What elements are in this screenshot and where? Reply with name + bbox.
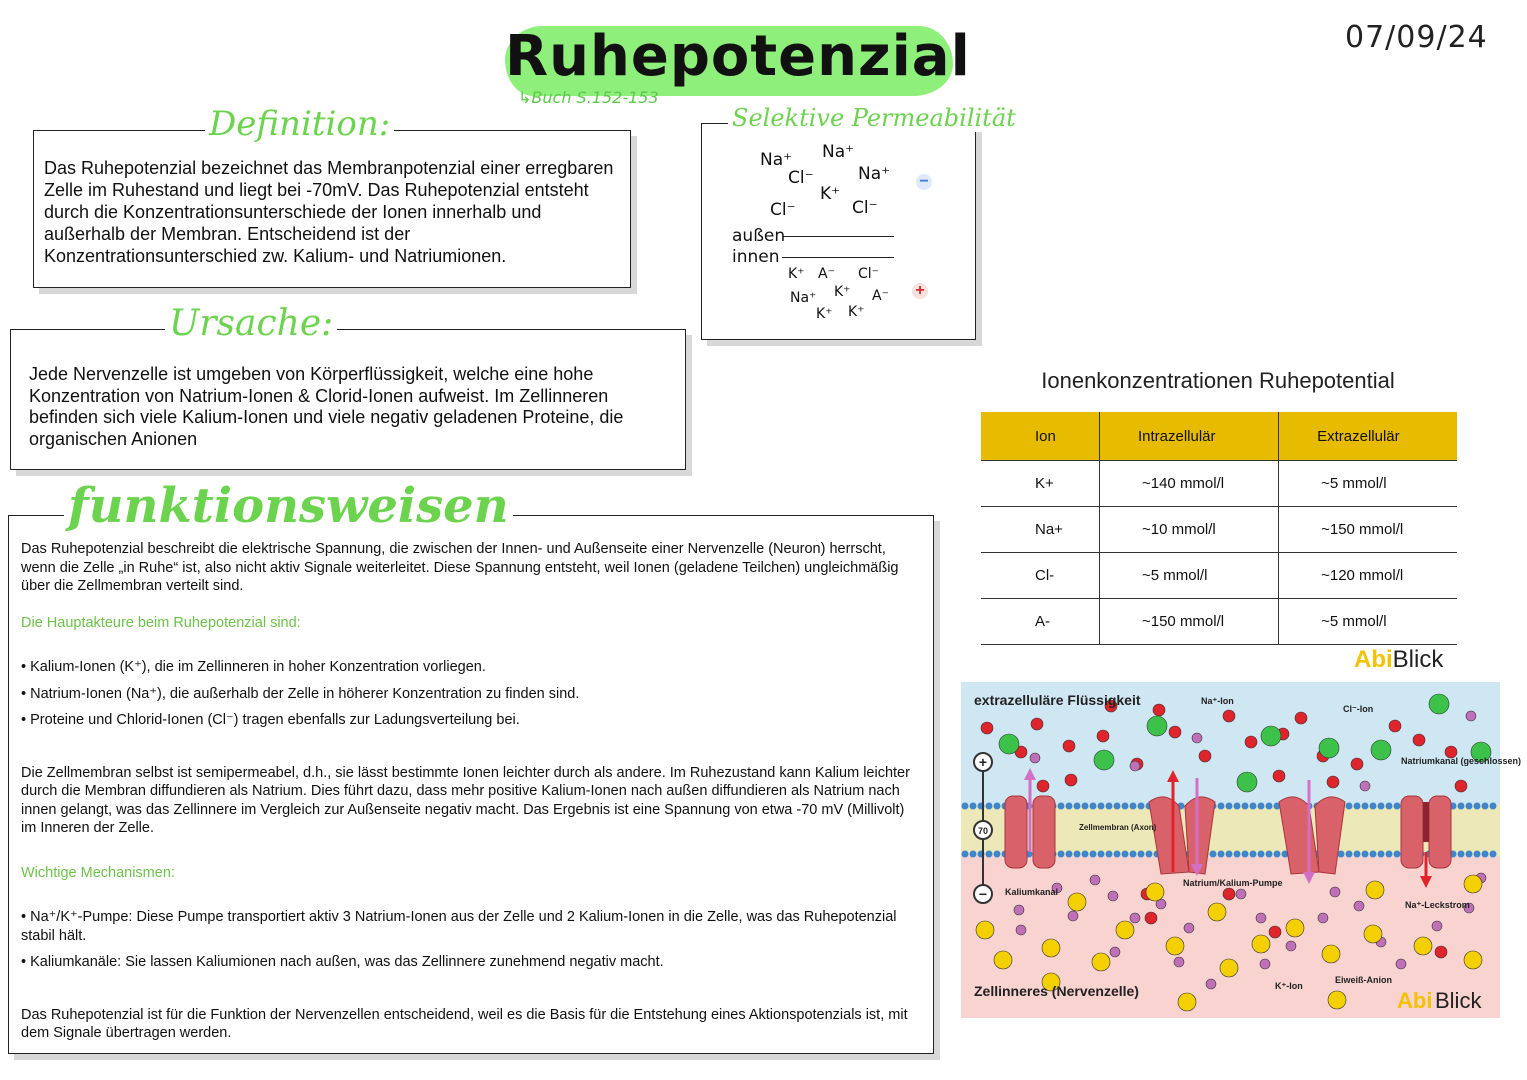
phospholipid-head — [970, 851, 977, 858]
phospholipid-head — [1266, 851, 1273, 858]
definition-box — [33, 130, 631, 288]
phospholipid-head — [1066, 803, 1073, 810]
protein-anion — [1364, 925, 1382, 943]
diagram-abiblick-logo — [1397, 988, 1482, 1013]
protein-anion — [1092, 953, 1110, 971]
extracellular-label: extrazelluläre Flüssigkeit — [974, 692, 1141, 708]
protein-anion — [1252, 935, 1270, 953]
phospholipid-head — [1226, 851, 1233, 858]
phospholipid-head — [1346, 803, 1353, 810]
table-cell: ~120 mmol/l — [1279, 553, 1457, 599]
phospholipid-head — [1066, 851, 1073, 858]
protein-anion — [1328, 991, 1346, 1009]
phospholipid-head — [1394, 803, 1401, 810]
potassium-channel-label: Kaliumkanal — [1005, 887, 1059, 897]
ion-label: Na⁺ — [790, 290, 817, 306]
protein-anion-label: Eiweiß-Anion — [1335, 975, 1392, 985]
pump-label: Natrium/Kalium-Pumpe — [1183, 878, 1283, 888]
ursache-box — [10, 329, 686, 470]
conclusion-text: Das Ruhepotenzial ist für die Funktion der Nervenzellen entscheidend, weil es die Basis für die Entstehung eines Aktionspotenzials ist, mit dem Signale übertragen werden. — [21, 1006, 908, 1041]
ion-label: K⁺ — [788, 266, 805, 282]
table-header-row — [981, 412, 1457, 461]
actor-item: • Kalium-Ionen (K⁺), die im Zellinneren in hoher Konzentration vorliegen. — [21, 659, 486, 675]
protein-anion — [976, 921, 994, 939]
sodium-ion — [1245, 736, 1257, 748]
phospholipid-head — [1114, 803, 1121, 810]
sodium-ion — [1295, 712, 1307, 724]
phospholipid-head — [962, 851, 969, 858]
plus-icon: + — [978, 754, 988, 770]
funktionsweisen-body — [21, 540, 921, 1043]
phospholipid-head — [1458, 803, 1465, 810]
ion-label: K⁺ — [834, 284, 851, 300]
table-cell: ~150 mmol/l — [1099, 599, 1278, 645]
table-cell: A- — [981, 599, 1099, 645]
voltage-value: 70 — [977, 826, 989, 836]
potassium-ion — [1108, 891, 1118, 901]
outside-label: außen — [732, 226, 786, 246]
na-ion-label: Na⁺-Ion — [1201, 696, 1234, 706]
membrane-text: Die Zellmembran selbst ist semipermeabel, d.h., sie lässt bestimmte Ionen leichter durch als andere. Im Ruhezustand kann Kalium leichter durch die Membran diffundieren als Natrium. Dies führt dazu, dass mehr positive Kalium-Ionen nach außen diffundieren als Natrium nach innen gelangt, was das Zellinnere im Vergleich zur Außenseite negativ macht. Das Ergebnis ist eine Spannung von etwa -70 mV (Millivolt) im Inneren der Zelle. — [21, 764, 910, 836]
table-cell: K+ — [981, 461, 1099, 507]
sodium-ion — [1389, 720, 1401, 732]
phospholipid-head — [1354, 803, 1361, 810]
table-cell: ~5 mmol/l — [1279, 461, 1457, 507]
phospholipid-head — [1106, 851, 1113, 858]
protein-anion — [1146, 883, 1164, 901]
phospholipid-head — [1130, 803, 1137, 810]
ion-label: Cl⁻ — [852, 198, 878, 218]
potassium-ion — [1256, 913, 1266, 923]
mechanisms-heading: Wichtige Mechanismen: — [21, 864, 175, 881]
sodium-ion — [981, 722, 993, 734]
potassium-ion — [1330, 887, 1340, 897]
selective-permeability-heading: Selektive Permeabilität — [728, 104, 1020, 132]
phospholipid-head — [1490, 851, 1497, 858]
phospholipid-head — [1082, 803, 1089, 810]
funktionsweisen-box — [8, 515, 934, 1054]
potassium-ion — [1110, 947, 1120, 957]
phospholipid-head — [1370, 803, 1377, 810]
phospholipid-head — [1258, 851, 1265, 858]
ion-label: Na⁺ — [760, 150, 793, 170]
potassium-ion — [1260, 959, 1270, 969]
potassium-ion — [1396, 959, 1406, 969]
diagram-logo-abi: Abi — [1397, 988, 1433, 1013]
potassium-ion — [1206, 979, 1216, 989]
phospholipid-head — [1074, 851, 1081, 858]
abiblick-logo — [1354, 646, 1443, 674]
sodium-channel-label: Natriumkanal (geschlossen) — [1401, 756, 1522, 766]
page-title: Ruhepotenzial — [505, 24, 971, 89]
intracellular-label: Zellinneres (Nervenzelle) — [974, 983, 1139, 999]
potassium-ion — [1318, 913, 1328, 923]
actor-item: • Proteine und Chlorid-Ionen (Cl⁻) tragen ebenfalls zur Ladungsverteilung bei. — [21, 712, 520, 728]
minus-icon: − — [978, 886, 988, 902]
ursache-heading: Ursache: — [165, 303, 337, 344]
table-cell: Na+ — [981, 507, 1099, 553]
phospholipid-head — [1082, 851, 1089, 858]
phospholipid-head — [1362, 851, 1369, 858]
ion-label: K⁺ — [820, 184, 841, 204]
phospholipid-head — [1058, 803, 1065, 810]
table-row — [981, 507, 1457, 553]
cl-ion-label: Cl⁻-Ion — [1343, 704, 1374, 714]
phospholipid-head — [1074, 803, 1081, 810]
k-ion-label: K⁺-Ion — [1275, 981, 1303, 991]
table-row — [981, 553, 1457, 599]
phospholipid-head — [1058, 851, 1065, 858]
membrane-label: Zellmembran (Axon) — [1079, 823, 1157, 832]
potassium-ion — [1432, 921, 1442, 931]
chloride-ion — [999, 734, 1019, 754]
ion-label: Na⁺ — [858, 164, 891, 184]
potassium-ion — [1068, 911, 1078, 921]
actor-item: • Natrium-Ionen (Na⁺), die außerhalb der Zelle in höherer Konzentration zu finden sind. — [21, 685, 580, 702]
phospholipid-head — [1354, 851, 1361, 858]
phospholipid-head — [1226, 803, 1233, 810]
diagram-logo-blick: Blick — [1435, 988, 1482, 1013]
potassium-ion — [1184, 923, 1194, 933]
protein-anion — [994, 951, 1012, 969]
chloride-ion — [1237, 772, 1257, 792]
protein-anion — [1366, 881, 1384, 899]
minus-icon: − — [916, 174, 932, 190]
inside-label: innen — [732, 247, 780, 267]
sodium-ion — [1065, 774, 1077, 786]
mechanism-item: • Na⁺/K⁺-Pumpe: Diese Pumpe transportiert aktiv 3 Natrium-Ionen aus der Zelle und 2 Kalium-Ionen in die Zelle, was das Ruhepotenzial stabil hält. — [21, 909, 897, 944]
protein-anion — [1166, 937, 1184, 955]
protein-anion — [1220, 959, 1238, 977]
funktionsweisen-heading: funktionsweisen — [64, 478, 513, 534]
phospholipid-head — [1466, 803, 1473, 810]
phospholipid-head — [986, 851, 993, 858]
phospholipid-head — [1090, 803, 1097, 810]
protein-anion — [1116, 921, 1134, 939]
phospholipid-head — [1266, 803, 1273, 810]
potassium-ion — [1030, 753, 1040, 763]
chloride-ion — [1319, 738, 1339, 758]
potassium-ion — [1236, 889, 1246, 899]
chloride-ion — [1147, 716, 1167, 736]
phospholipid-head — [1370, 851, 1377, 858]
potassium-ion — [1014, 905, 1024, 915]
ion-label: A⁻ — [818, 266, 835, 282]
date: 07/09/24 — [1345, 20, 1488, 55]
ion-label: Cl⁻ — [858, 266, 880, 282]
selective-permeability-box — [701, 123, 976, 340]
potassium-ion — [1286, 941, 1296, 951]
table-cell: ~5 mmol/l — [1099, 553, 1278, 599]
ion-concentration-table — [981, 412, 1457, 645]
protein-anion — [1042, 939, 1060, 957]
phospholipid-head — [1250, 851, 1257, 858]
header-intracellular: Intrazellulär — [1099, 412, 1278, 461]
sodium-ion — [1273, 770, 1285, 782]
sodium-ion — [1269, 926, 1281, 938]
membrane-diagram — [961, 682, 1522, 1018]
phospholipid-head — [1482, 851, 1489, 858]
phospholipid-head — [986, 803, 993, 810]
sodium-ion — [1153, 704, 1165, 716]
phospholipid-head — [1138, 851, 1145, 858]
chloride-ion — [1261, 726, 1281, 746]
phospholipid-head — [1210, 851, 1217, 858]
phospholipid-head — [1250, 803, 1257, 810]
book-reference: ↳Buch S.152-153 — [518, 88, 659, 107]
phospholipid-head — [1378, 851, 1385, 858]
table-row — [981, 461, 1457, 507]
phospholipid-head — [1146, 851, 1153, 858]
protein-anion — [1208, 903, 1226, 921]
phospholipid-head — [1098, 851, 1105, 858]
phospholipid-head — [1482, 803, 1489, 810]
phospholipid-head — [1234, 851, 1241, 858]
phospholipid-head — [1258, 803, 1265, 810]
phospholipid-head — [1122, 803, 1129, 810]
mechanism-item: • Kaliumkanäle: Sie lassen Kaliumionen nach außen, was das Zellinnere zunehmend negativ macht. — [21, 954, 664, 970]
phospholipid-head — [1130, 851, 1137, 858]
title-block — [505, 18, 971, 98]
protein-anion — [1464, 875, 1482, 893]
ursache-text: Jede Nervenzelle ist umgeben von Körperflüssigkeit, welche eine hohe Konzentration von Natrium-Ionen & Clorid-Ionen aufweist. Im Zellinneren befinden sich viele Kalium-Ionen und viele negativ geladenen Proteine, die organischen Anionen — [29, 364, 624, 449]
actors-heading: Die Hauptakteure beim Ruhepotenzial sind: — [21, 614, 301, 631]
phospholipid-head — [1122, 851, 1129, 858]
phospholipid-head — [1098, 803, 1105, 810]
ion-label: Na⁺ — [822, 142, 855, 162]
table-cell: ~140 mmol/l — [1099, 461, 1278, 507]
intro-text: Das Ruhepotenzial beschreibt die elektrische Spannung, die zwischen der Innen- und Außenseite einer Nervenzelle (Neuron) herrscht, wenn die Zelle „in Ruhe“ ist, also nicht aktiv Signale weiterleitet. Diese Spannung entsteht, weil Ionen (geladene Teilchen) ungleichmäßig über die Zellmembran verteilt sind. — [21, 541, 899, 594]
protein-anion — [1068, 893, 1086, 911]
phospholipid-head — [1386, 851, 1393, 858]
phospholipid-head — [1458, 851, 1465, 858]
sodium-ion — [1327, 776, 1339, 788]
table-title: Ionenkonzentrationen Ruhepotential — [1041, 368, 1395, 393]
ion-label: Cl⁻ — [788, 168, 814, 188]
phospholipid-head — [970, 803, 977, 810]
plus-icon: + — [912, 283, 928, 299]
logo-abi: Abi — [1354, 646, 1393, 673]
membrane-line-outer — [782, 236, 894, 237]
sodium-ion — [1097, 730, 1109, 742]
leak-current-label: Na⁺-Leckstrom — [1405, 900, 1470, 910]
phospholipid-head — [1242, 851, 1249, 858]
chloride-ion — [1094, 750, 1114, 770]
definition-text: Das Ruhepotenzial bezeichnet das Membranpotenzial einer erregbaren Zelle im Ruhestand und liegt bei -70mV. Das Ruhepotenzial entsteht durch die Konzentrationsunterschiede der Ionen innerhalb und außerhalb der Membran. Entscheidend ist der Konzentrationsunterschied zw. Kalium- und Natriumionen. — [44, 158, 614, 266]
phospholipid-head — [1394, 851, 1401, 858]
protein-anion — [1414, 937, 1432, 955]
sodium-ion — [1037, 780, 1049, 792]
potassium-ion — [1130, 913, 1140, 923]
phospholipid-head — [1490, 803, 1497, 810]
table-cell: ~10 mmol/l — [1099, 507, 1278, 553]
phospholipid-head — [1138, 803, 1145, 810]
phospholipid-head — [1242, 803, 1249, 810]
ion-label: A⁻ — [872, 288, 889, 304]
phospholipid-head — [1378, 803, 1385, 810]
phospholipid-head — [1274, 851, 1281, 858]
phospholipid-head — [962, 803, 969, 810]
potassium-ion — [1090, 875, 1100, 885]
membrane-line-inner — [782, 257, 894, 258]
phospholipid-head — [1218, 851, 1225, 858]
phospholipid-head — [1474, 851, 1481, 858]
definition-heading: Definition: — [205, 104, 394, 144]
sodium-ion — [1223, 710, 1235, 722]
potassium-ion — [1130, 761, 1140, 771]
sodium-ion — [1031, 718, 1043, 730]
protein-anion — [1322, 945, 1340, 963]
ion-label: K⁺ — [848, 304, 865, 320]
table-cell: ~150 mmol/l — [1279, 507, 1457, 553]
sodium-ion — [1351, 758, 1363, 770]
potassium-ion — [1466, 711, 1476, 721]
chloride-ion — [1371, 740, 1391, 760]
phospholipid-head — [1466, 851, 1473, 858]
phospholipid-head — [1114, 851, 1121, 858]
phospholipid-head — [1362, 803, 1369, 810]
phospholipid-head — [1106, 803, 1113, 810]
chloride-ion — [1429, 694, 1449, 714]
potassium-ion — [1354, 901, 1364, 911]
table-cell: Cl- — [981, 553, 1099, 599]
phospholipid-head — [1346, 851, 1353, 858]
phospholipid-head — [1234, 803, 1241, 810]
phospholipid-head — [994, 803, 1001, 810]
potassium-ion — [1016, 925, 1026, 935]
sodium-ion — [1199, 750, 1211, 762]
phospholipid-head — [1386, 803, 1393, 810]
sodium-ion — [1223, 888, 1235, 900]
phospholipid-head — [1474, 803, 1481, 810]
ion-label: K⁺ — [816, 306, 833, 322]
table-row — [981, 599, 1457, 645]
protein-anion — [1286, 919, 1304, 937]
potassium-ion — [1174, 957, 1184, 967]
sodium-ion — [1145, 912, 1157, 924]
phospholipid-head — [1090, 851, 1097, 858]
potassium-ion — [1192, 733, 1202, 743]
table-cell: ~5 mmol/l — [1279, 599, 1457, 645]
phospholipid-head — [1218, 803, 1225, 810]
protein-anion — [1464, 951, 1482, 969]
ion-label: Cl⁻ — [770, 200, 796, 220]
sodium-ion — [1063, 740, 1075, 752]
phospholipid-head — [994, 851, 1001, 858]
logo-blick: Blick — [1392, 646, 1444, 673]
potassium-ion — [1360, 781, 1370, 791]
sodium-ion — [1435, 946, 1447, 958]
sodium-ion — [1413, 734, 1425, 746]
protein-anion — [1178, 993, 1196, 1011]
sodium-ion — [1455, 780, 1467, 792]
sodium-ion — [1169, 726, 1181, 738]
header-extracellular: Extrazellulär — [1279, 412, 1457, 461]
header-ion: Ion — [981, 412, 1099, 461]
